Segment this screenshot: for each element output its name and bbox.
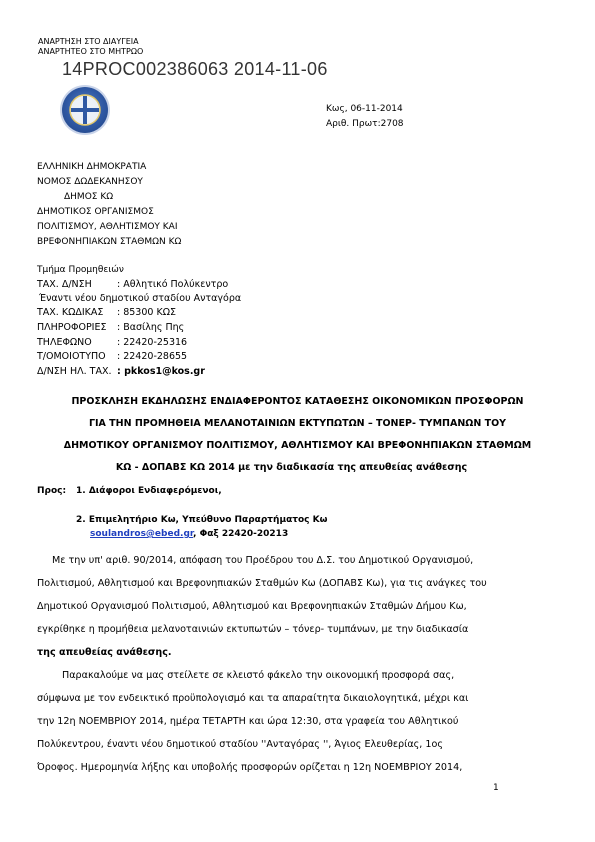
body-line: εγκρίθηκε η προμήθεια μελανοταινιών εκτυπωτών – τόνερ- τυμπάνων, με την διαδικασία bbox=[37, 624, 469, 635]
body-line: την 12η ΝΟΕΜΒΡΙΟΥ 2014, ημέρα ΤΕΤΑΡΤΗ και ώρα 12:30, στα γραφεία του Αθλητικού bbox=[37, 716, 459, 727]
sender-line: ΠΟΛΙΤΙΣΜΟΥ, ΑΘΛΗΤΙΣΜΟΥ ΚΑΙ bbox=[37, 222, 178, 232]
sender-line: ΔΗΜΟΤΙΚΟΣ ΟΡΓΑΝΙΣΜΟΣ bbox=[37, 207, 154, 217]
contact-row bbox=[39, 293, 241, 305]
recipient-item: 2. Επιμελητήριο Κω, Υπεύθυνο Παραρτήματος Κω bbox=[76, 515, 328, 525]
contact-value: : Βασίλης Πης bbox=[117, 322, 185, 333]
contact-value: : 22420-28655 bbox=[117, 351, 188, 362]
department-label: Τμήμα Προμηθειών bbox=[37, 265, 124, 275]
body-line: Όροφος. Ημερομηνία λήξης και υποβολής προσφορών ορίζεται η 12η ΝΟΕΜΒΡΙΟΥ 2014, bbox=[37, 762, 463, 773]
contact-label: Τ/ΟΜΟΙΟΤΥΠΟ bbox=[37, 351, 106, 362]
contact-row bbox=[37, 337, 187, 349]
place-date: Κως, 06-11-2014 bbox=[326, 104, 403, 114]
subject-line: ΠΡΟΣΚΛΗΣΗ ΕΚΔΗΛΩΣΗΣ ΕΝΔΙΑΦΕΡΟΝΤΟΣ ΚΑΤΑΘΕΣΗΣ ΟΙΚΟΝΟΜΙΚΩΝ ΠΡΟΣΦΟΡΩΝ bbox=[71, 396, 524, 407]
sender-line: ΒΡΕΦΟΝΗΠΙΑΚΩΝ ΣΤΑΘΜΩΝ ΚΩ bbox=[37, 237, 182, 247]
contact-row bbox=[37, 351, 187, 363]
diavgeia-note: ΑΝΑΡΤΗΣΗ ΣΤΟ ΔΙΑΥΓΕΙΑ bbox=[38, 37, 139, 46]
body-line: Παρακαλούμε να μας στείλετε σε κλειστό φάκελο την οικονομική προσφορά σας, bbox=[62, 670, 455, 681]
contact-value: : Αθλητικό Πολύκεντρο bbox=[117, 279, 229, 290]
contact-email: : pkkos1@kos.gr bbox=[117, 366, 205, 377]
subject-line: ΔΗΜΟΤΙΚΟΥ ΟΡΓΑΝΙΣΜΟΥ ΠΟΛΙΤΙΣΜΟΥ, ΑΘΛΗΤΙΣΜΟΥ ΚΑΙ ΒΡΕΦΟΝΗΠΙΑΚΩΝ ΣΤΑΘΜΩΜ bbox=[63, 440, 532, 451]
registry-note: ΑΝΑΡΤΗΤΕΟ ΣΤΟ ΜΗΤΡΩΟ bbox=[38, 47, 144, 56]
subject-line: ΚΩ - ΔΟΠΑΒΣ ΚΩ 2014 με την διαδικασία της απευθείας ανάθεσης bbox=[115, 462, 468, 473]
email-link[interactable]: soulandros@ebed.gr bbox=[90, 529, 194, 539]
contact-row bbox=[37, 322, 184, 334]
contact-label: ΤΑΧ. ΚΩΔΙΚΑΣ bbox=[37, 307, 104, 318]
greek-emblem-icon bbox=[62, 87, 108, 133]
contact-value: : 85300 ΚΩΣ bbox=[117, 307, 176, 318]
page-number: 1 bbox=[493, 783, 499, 793]
contact-label: ΤΑΧ. Δ/ΝΣΗ bbox=[37, 279, 92, 290]
sender-line: ΝΟΜΟΣ ΔΩΔΕΚΑΝΗΣΟΥ bbox=[37, 177, 143, 187]
contact-row bbox=[37, 307, 176, 319]
contact-row bbox=[37, 279, 228, 291]
contact-value: : 22420-25316 bbox=[117, 337, 188, 348]
contact-value: Έναντι νέου δημοτικού σταδίου Ανταγόρα bbox=[39, 293, 242, 304]
document-code: 14PROC002386063 2014-11-06 bbox=[62, 59, 328, 79]
contact-label: ΠΛΗΡΟΦΟΡΙΕΣ bbox=[37, 322, 107, 333]
recipient-contact bbox=[90, 529, 288, 539]
sender-line: ΕΛΛΗΝΙΚΗ ΔΗΜΟΚΡΑΤΙΑ bbox=[37, 162, 147, 172]
body-line: Πολιτισμού, Αθλητισμού και Βρεφονηπιακών Σταθμών Κω (ΔΟΠΑΒΣ Κω), για τις ανάγκες του bbox=[37, 578, 487, 589]
sender-line: ΔΗΜΟΣ ΚΩ bbox=[64, 192, 114, 202]
protocol-number: Αριθ. Πρωτ:2708 bbox=[326, 119, 404, 129]
contact-label: ΤΗΛΕΦΩΝΟ bbox=[37, 337, 92, 348]
body-line: Πολύκεντρου, έναντι νέου δημοτικού σταδίου ''Ανταγόρας '', Άγιος Ελευθερίας, 1ος bbox=[37, 739, 444, 750]
body-line: της απευθείας ανάθεσης. bbox=[37, 647, 172, 658]
recipient-item: 1. Διάφοροι Ενδιαφερόμενοι, bbox=[76, 486, 222, 496]
subject-line: ΓΙΑ ΤΗΝ ΠΡΟΜΗΘΕΙΑ ΜΕΛΑΝΟΤΑΙΝΙΩΝ ΕΚΤΥΠΩΤΩΝ – ΤΟΝΕΡ- ΤΥΜΠΑΝΩΝ ΤΟΥ bbox=[88, 418, 507, 429]
body-line: Με την υπ' αριθ. 90/2014, απόφαση του Προέδρου του Δ.Σ. του Δημοτικού Οργανισμού, bbox=[52, 555, 474, 566]
body-line: Δημοτικού Οργανισμού Πολιτισμού, Αθλητισμού και Βρεφονηπιακών Σταθμών Δήμου Κω, bbox=[37, 601, 467, 612]
to-label: Προς: bbox=[37, 486, 67, 496]
fax-text: , Φαξ 22420-20213 bbox=[193, 529, 289, 539]
body-line: σύμφωνα με τον ενδεικτικό προϋπολογισμό και τα απαραίτητα δικαιολογητικά, μέχρι και bbox=[37, 693, 469, 704]
contact-label: Δ/ΝΣΗ ΗΛ. ΤΑΧ. bbox=[37, 366, 112, 377]
contact-row bbox=[37, 366, 205, 378]
